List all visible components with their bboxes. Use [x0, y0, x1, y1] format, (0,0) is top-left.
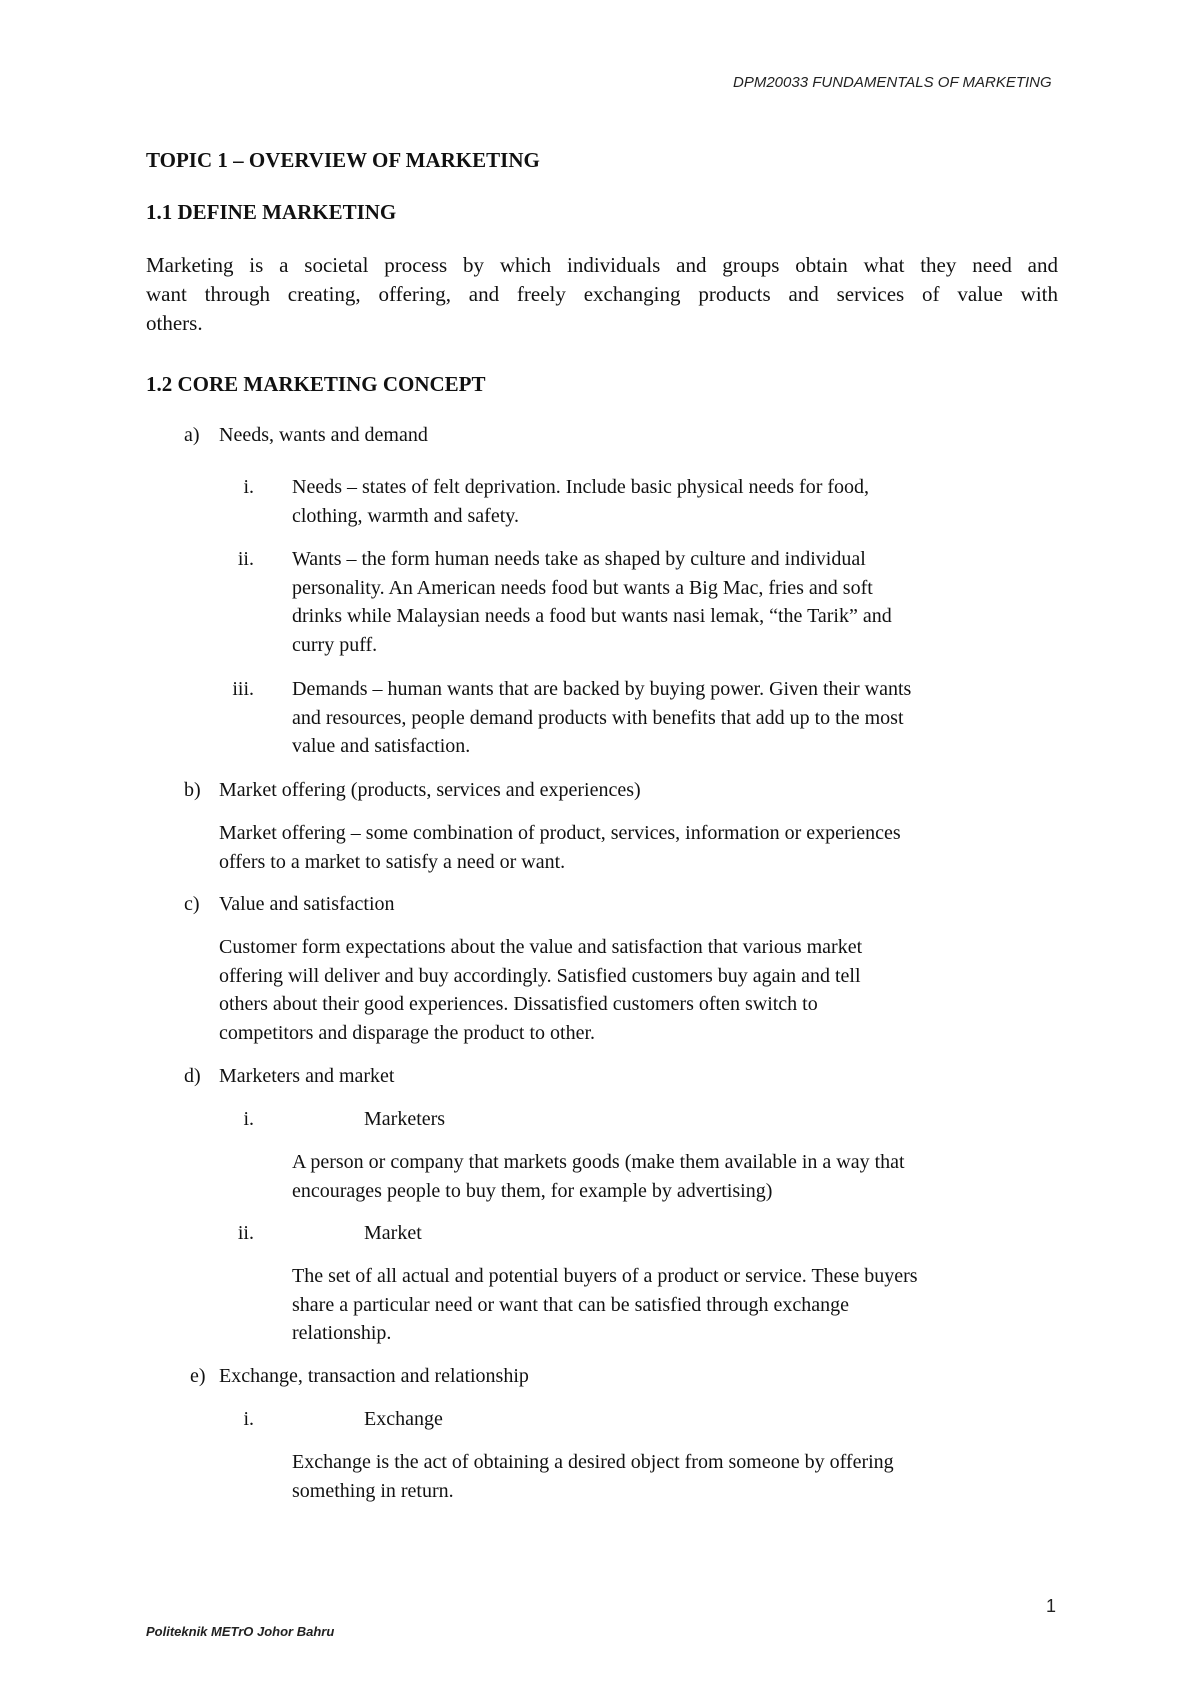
item-line: curry puff. [292, 633, 378, 656]
list-item-b-label: Market offering (products, services and experiences) [219, 779, 641, 801]
item-line: Market offering – some combination of product, services, information or experiences [219, 822, 901, 844]
item-line: others about their good experiences. Dissatisfied customers often switch to [219, 993, 818, 1015]
section-heading-1-1: 1.1 DEFINE MARKETING [146, 200, 397, 224]
item-line: something in return. [292, 1479, 454, 1502]
sublist-item-demands [292, 675, 911, 761]
list-marker-e: e) [190, 1365, 206, 1387]
item-line: The set of all actual and potential buyers of a product or service. These buyers [292, 1265, 918, 1287]
item-line: A person or company that markets goods (make them available in a way that [292, 1151, 905, 1173]
section-1-1-paragraph [146, 251, 1058, 338]
sublist-marker: ii. [237, 548, 254, 570]
list-item-c-text [219, 933, 862, 1047]
item-line: Customer form expectations about the value and satisfaction that various market [219, 936, 863, 958]
item-line: encourages people to buy them, for example by advertising) [292, 1179, 773, 1202]
item-line: Demands – human wants that are backed by buying power. Given their wants [292, 678, 912, 700]
item-line: share a particular need or want that can be satisfied through exchange [292, 1293, 849, 1316]
page-number: 1 [1046, 1596, 1057, 1616]
list-item-c-label: Value and satisfaction [219, 893, 395, 915]
list-marker-b: b) [184, 779, 201, 801]
list-item-a-label: Needs, wants and demand [219, 424, 428, 446]
sublist-item-title: Market [364, 1222, 422, 1244]
sublist-item-wants [292, 545, 892, 659]
item-line: competitors and disparage the product to other. [219, 1021, 596, 1044]
sublist-item-title: Marketers [364, 1108, 446, 1130]
sublist-marker: ii. [237, 1222, 254, 1244]
sublist-item-marketers-text [292, 1148, 905, 1205]
item-line: Exchange is the act of obtaining a desired object from someone by offering [292, 1451, 894, 1473]
item-line: clothing, warmth and safety. [292, 504, 519, 527]
paragraph-line: others. [146, 311, 203, 335]
list-item-e-label: Exchange, transaction and relationship [219, 1365, 529, 1387]
list-marker-c: c) [184, 893, 200, 915]
item-line: and resources, people demand products with benefits that add up to the most [292, 706, 904, 729]
sublist-marker: iii. [232, 678, 254, 700]
item-line: offering will deliver and buy accordingly. Satisfied customers buy again and tell [219, 964, 861, 987]
item-line: value and satisfaction. [292, 735, 471, 757]
running-header: DPM20033 FUNDAMENTALS OF MARKETING [733, 74, 1052, 91]
item-line: Needs – states of felt deprivation. Include basic physical needs for food, [292, 476, 870, 498]
sublist-marker: i. [243, 1408, 254, 1430]
sublist-item-exchange-text [292, 1448, 894, 1505]
paragraph-line: want through creating, offering, and freely exchanging products and services of value with [146, 282, 1058, 306]
footer-institution: Politeknik METrO Johor Bahru [146, 1624, 335, 1639]
sublist-marker: i. [243, 1108, 254, 1130]
paragraph-line: Marketing is a societal process by which individuals and groups obtain what they need and [146, 253, 1058, 277]
page-title: TOPIC 1 – OVERVIEW OF MARKETING [146, 148, 540, 172]
list-marker-a: a) [184, 424, 200, 446]
sublist-item-title: Exchange [364, 1408, 443, 1430]
list-marker-d: d) [184, 1065, 201, 1087]
list-item-b-text [219, 819, 901, 876]
sublist-item-market-text [292, 1262, 918, 1348]
item-line: personality. An American needs food but wants a Big Mac, fries and soft [292, 576, 873, 599]
item-line: drinks while Malaysian needs a food but wants nasi lemak, “the Tarik” and [292, 605, 892, 627]
item-line: Wants – the form human needs take as shaped by culture and individual [292, 548, 866, 570]
item-line: offers to a market to satisfy a need or want. [219, 850, 566, 873]
sublist-item-needs [292, 473, 869, 530]
list-item-d-label: Marketers and market [219, 1065, 395, 1087]
section-heading-1-2: 1.2 CORE MARKETING CONCEPT [146, 372, 486, 396]
item-line: relationship. [292, 1322, 392, 1344]
sublist-marker: i. [243, 476, 254, 498]
